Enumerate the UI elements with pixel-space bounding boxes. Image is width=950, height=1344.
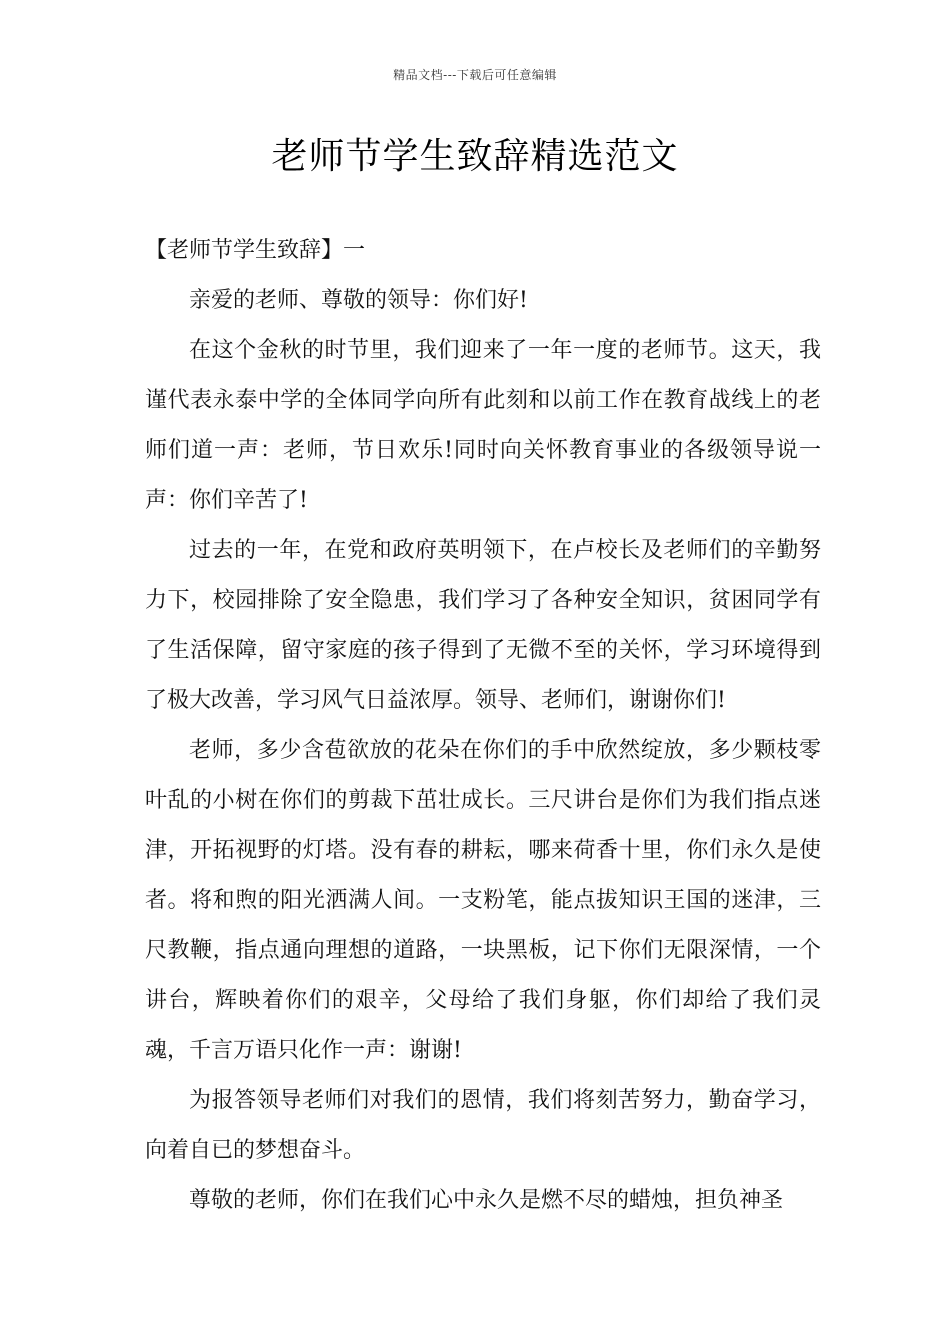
paragraph: 为报答领导老师们对我们的恩情，我们将刻苦努力，勤奋学习，向着自已的梦想奋斗。: [145, 1088, 821, 1163]
page-header: 精品文档---下载后可任意编辑: [393, 68, 557, 82]
paragraph-greeting: 亲爱的老师、尊敬的领导：你们好!: [189, 288, 528, 313]
paragraph: 尊敬的老师，你们在我们心中永久是燃不尽的蜡烛，担负神圣: [189, 1188, 784, 1213]
document-body: [145, 226, 821, 1226]
section-heading: 【老师节学生致辞】一: [145, 238, 366, 263]
paragraph: 在这个金秋的时节里，我们迎来了一年一度的老师节。这天，我谨代表永泰中学的全体同学向所有此刻和以前工作在教育战线上的老师们道一声：老师，节日欢乐!同时向关怀教育事业的各级领导说一声：你们辛苦了!: [145, 338, 821, 513]
paragraph: 过去的一年，在党和政府英明领下，在卢校长及老师们的辛勤努力下，校园排除了安全隐患，我们学习了各种安全知识，贫困同学有了生活保障，留守家庭的孩子得到了无微不至的关怀，学习环境得到了极大改善，学习风气日益浓厚。领导、老师们，谢谢你们!: [145, 538, 821, 713]
paragraph: 老师，多少含苞欲放的花朵在你们的手中欣然绽放，多少颗枝零叶乱的小树在你们的剪裁下茁壮成长。三尺讲台是你们为我们指点迷津，开拓视野的灯塔。没有春的耕耘，哪来荷香十里，你们永久是使者。将和煦的阳光洒满人间。一支粉笔，能点拔知识王国的迷津，三尺教鞭，指点通向理想的道路，一块黑板，记下你们无限深情，一个讲台，辉映着你们的艰辛，父母给了我们身躯，你们却给了我们灵魂，千言万语只化作一声：谢谢!: [145, 738, 821, 1063]
document-title: 老师节学生致辞精选范文: [271, 136, 679, 177]
